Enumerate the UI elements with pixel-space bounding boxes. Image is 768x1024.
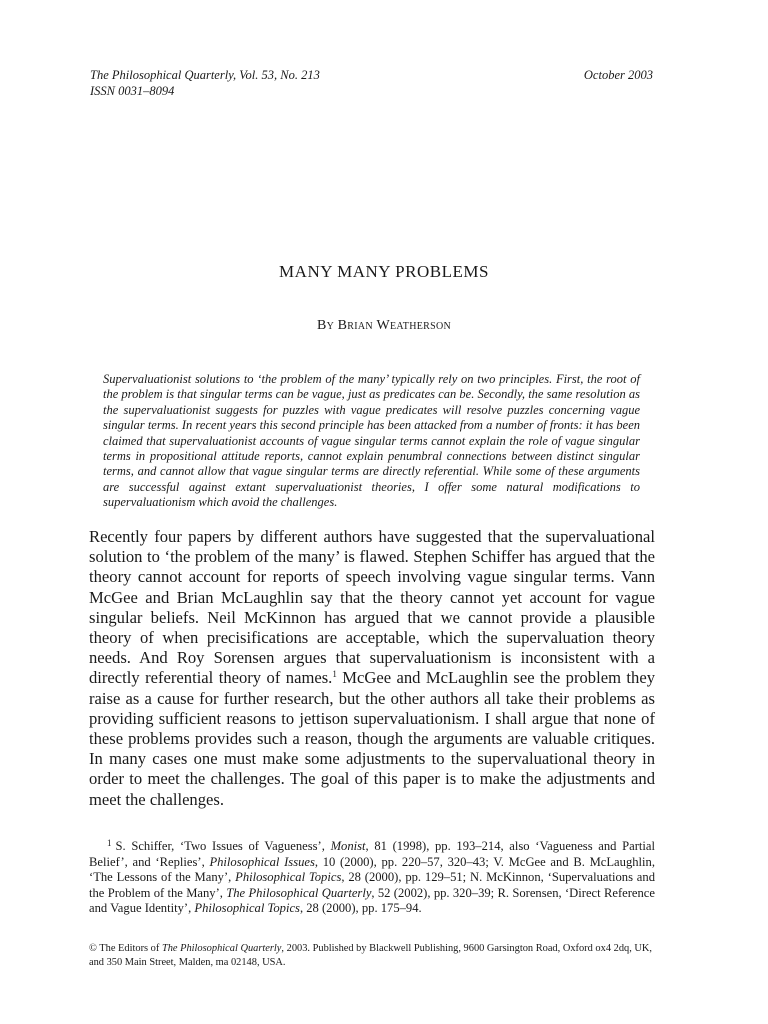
issue-date: October 2003 [583,68,653,82]
article-title: MANY MANY PROBLEMS [279,262,489,281]
copyright-notice [89,942,655,970]
footnote-number: 1 [107,838,112,848]
footnote-marker: 1 [332,669,337,680]
body-text [89,527,655,810]
footnote-text: , 10 (2000), pp. 220–57, 320–43; V. McGee and B. McLaughlin, ‘The Lessons of the Many’, [89,854,655,884]
footnote-text: , 28 (2000), pp. 175–94. [299,901,422,915]
copyright-text: , 2003. Published by Blackwell Publishing, 9600 Garsington Road, Oxford ox4 2dq, UK, and 350 Main Street, Malden, ma 02148, USA. [89,943,653,968]
issn: ISSN 0031–8094 [90,84,175,98]
page-header [90,67,653,99]
footnote-text: , 52 (2002), pp. 320–39; R. Sorensen, ‘Direct Reference and Vague Identity’, [89,885,655,915]
footnote-italic: The Philosophical Quarterly [226,885,372,900]
footnote-text: S. Schiffer, ‘Two Issues of Vagueness’, [115,839,331,853]
abstract: Supervaluationist solutions to ‘the problem of the many’ typically rely on two principles. First, the root of the problem is that singular terms can be vague, just as predicates can be. Secondly, the same resolution as the supervaluationist suggests for puzzles with vague predicates will resolve puzzles concerning vague singular terms. In recent years this second principle has been attacked from a number of fronts: it has been claimed that supervaluationist accounts of vague singular terms cannot explain the role of vague singular terms in propositional attitude reports, cannot explain penumbral connections between distinct singular terms, and cannot allow that vague singular terms are directly referential. While some of these arguments are successful against extant supervaluationist theories, I offer some natural modifications to supervaluationism which avoid the challenges. [103,372,640,510]
footnote-italic: Monist [330,839,366,853]
footnote [89,836,655,917]
byline [0,318,768,334]
footnote-italic: Philosophical Topics [235,870,342,884]
footnote-italic: Philosophical Issues [209,854,315,869]
body-paragraph [89,527,655,810]
journal-citation: The Philosophical Quarterly, Vol. 53, No. 213 [90,68,320,82]
author-name: Brian Weatherson [337,318,452,333]
footnote-text: , 81 (1998), pp. 193–214, also ‘Vagueness and Partial Belief’, and ‘Replies’, [89,839,655,869]
footnote-text: , 28 (2000), pp. 129–51; N. McKinnon, ‘Supervaluations and the Problem of the Many’, [89,870,655,900]
body-part-1: Recently four papers by different authors have suggested that the supervaluational solution to ‘the problem of the many’ is flawed. Stephen Schiffer has argued that the theory cannot account for reports of speech involving vague singular terms. Vann McGee and Brian McLaughlin say that the theory cannot yet account for vague singular beliefs. Neil McKinnon has argued that we cannot provide a plausible theory of when precisifications are acceptable, which the supervaluation theory needs. And Roy Sorensen argues that supervaluationism is inconsistent with a directly referential theory of names. [89,527,655,688]
byline-by: By [316,318,335,333]
body-part-2: McGee and McLaughlin see the problem they raise as a cause for further research, but the other authors all take their problems as providing sufficient reasons to jettison supervaluationism. I shall argue that none of these problems provides such a reason, though the arguments are valuable critiques. In many cases one must make some adjustments to the supervaluational theory in order to meet the challenges. The goal of this paper is to make the adjustments and meet the challenges. [89,668,655,809]
copyright-journal: The Philosophical Quarterly [161,943,282,954]
copyright-text: © The Editors of [89,943,162,954]
footnote-italic: Philosophical Topics [194,901,300,915]
